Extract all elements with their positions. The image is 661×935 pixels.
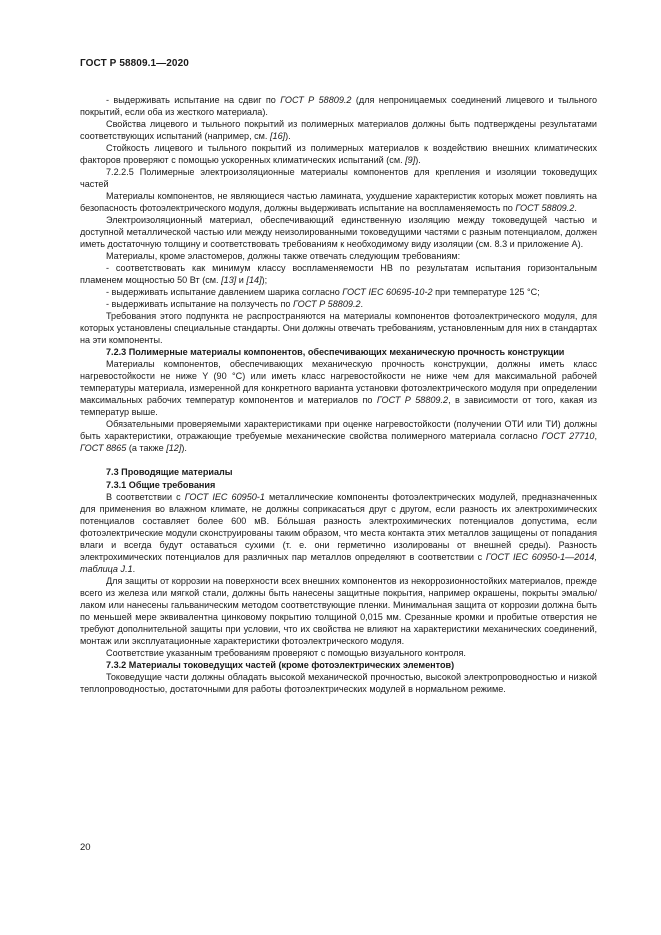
paragraph: - выдерживать испытание на ползучесть по ГОСТ Р 58809.2. [106,299,364,309]
paragraph: - выдерживать испытание давлением шарика согласно ГОСТ IEC 60695-10-2 при температуре 125 °С; [106,287,540,297]
paragraph: Стойкость лицевого и тыльного покрытий из полимерных материалов к воздействию внешних климатических факторов проверяют с помощью ускоренных климатических испытаний (см. [9]). [80,143,597,165]
paragraph: Электроизоляционный материал, обеспечивающий единственную изоляцию между токоведущей частью и доступной металлической частью или между неизолированными токоведущими частями с разным потенциалом, должен иметь достаточную толщину и соответствовать требованиям к необходимому виду изоляции (см. 8.3 и приложение А). [80,215,597,249]
paragraph: В соответствии с ГОСТ IEC 60950-1 металлические компоненты фотоэлектрических модулей, предназначенных для применения во влажном климате, не должны соприкасаться друг с другом, если разность их электрохимических потенциалов составляет более 600 мВ. Бо́льшая разность электрохимических потенциалов допустима, если фотоэлектрические модули сконструированы таким образом, что места контакта этих металлов защищены от попадания влаги и всегда будут оставаться сухими (т. е. они герметично изолированы от внешней среды). Разность электрохимических потенциалов для различных пар металлов определяют в соответствии с ГОСТ IEC 60950-1—2014, таблица J.1. [80,492,598,574]
document-header: ГОСТ Р 58809.1—2020 [80,58,189,69]
paragraph: Свойства лицевого и тыльного покрытий из полимерных материалов должны быть подтверждены результатами соответствующих испытаний (например, см. [16]). [80,119,597,141]
subsection-heading: 7.3.2 Материалы токоведущих частей (кроме фотоэлектрических элементов) [106,660,455,670]
paragraph: 7.2.2.5 Полимерные электроизоляционные материалы компонентов для крепления и изоляции токоведущих частей [80,167,597,189]
paragraph: Для защиты от коррозии на поверхности всех внешних компонентов из некоррозионностойких материалов, прежде всего из железа или мягкой стали, должны быть нанесены защитные покрытия, например окрашены, покрыты эмалью/лаком или нанесены гальваническим методом соответствующие пленки. Минимальная защита от коррозии должна быть по меньшей мере эквивалентна цинковому покрытию толщиной 0,015 мм. Срезанные кромки и пробитые отверстия не требуют дополнительной защиты при условии, что их свойства не влияют на характеристики механических соединений, монтаж или эксплуатационные характеристики фотоэлектрического модуля. [80,576,597,646]
paragraph: Материалы компонентов, обеспечивающих механическую прочность конструкции, должны иметь класс нагревостойкости не ниже Y (90 °С) или иметь класс нагревостойкости не ниже чем для максимальной рабочей температуры материала, измеренной для конкретного варианта установки фотоэлектрического модуля при определении максимальных рабочих температур компонентов и материалов по ГОСТ Р 58809.2, в зависимости от того, какая из температур выше. [80,359,598,417]
document-body [80,94,597,695]
paragraph: Токоведущие части должны обладать высокой механической прочностью, высокой электропроводностью и низкой теплопроводностью, достаточными для работы фотоэлектрических модулей в нормальном режиме. [80,672,597,694]
paragraph: Требования этого подпункта не распространяются на материалы компонентов фотоэлектрического модуля, для которых установлены специальные стандарты. Они должны отвечать требованиям, установленным для них в стандартах на эти компоненты. [80,311,597,345]
paragraph: - соответствовать как минимум классу воспламеняемости НВ по результатам испытания горизонтальным пламенем мощностью 50 Вт (см. [13] и [14]); [80,263,597,285]
paragraph: Материалы компонентов, не являющиеся частью ламината, ухудшение характеристик которых может повлиять на безопасность фотоэлектрического модуля, должны выдерживать испытание на воспламеняемость по ГОСТ 58809.2. [80,191,597,213]
paragraph: - выдерживать испытание на сдвиг по ГОСТ Р 58809.2 (для непроницаемых соединений лицевого и тыльного покрытий, если оба из жесткого материала). [80,95,597,117]
paragraph: Соответствие указанным требованиям проверяют с помощью визуального контроля. [106,648,466,658]
subsection-heading: 7.3.1 Общие требования [106,480,216,490]
section-heading: 7.3 Проводящие материалы [106,467,233,477]
paragraph: Обязательными проверяемыми характеристиками при оценке нагревостойкости (получении ОТИ или ТИ) должны быть характеристики, отражающие требуемые механические свойства полимерного материала согласно ГОСТ 27710, ГОСТ 8865 (а также [12]). [80,419,597,453]
page-number: 20 [80,842,91,853]
paragraph: Материалы, кроме эластомеров, должны также отвечать следующим требованиям: [106,251,461,261]
paragraph: 7.2.3 Полимерные материалы компонентов, обеспечивающих механическую прочность конструкции [106,347,565,357]
